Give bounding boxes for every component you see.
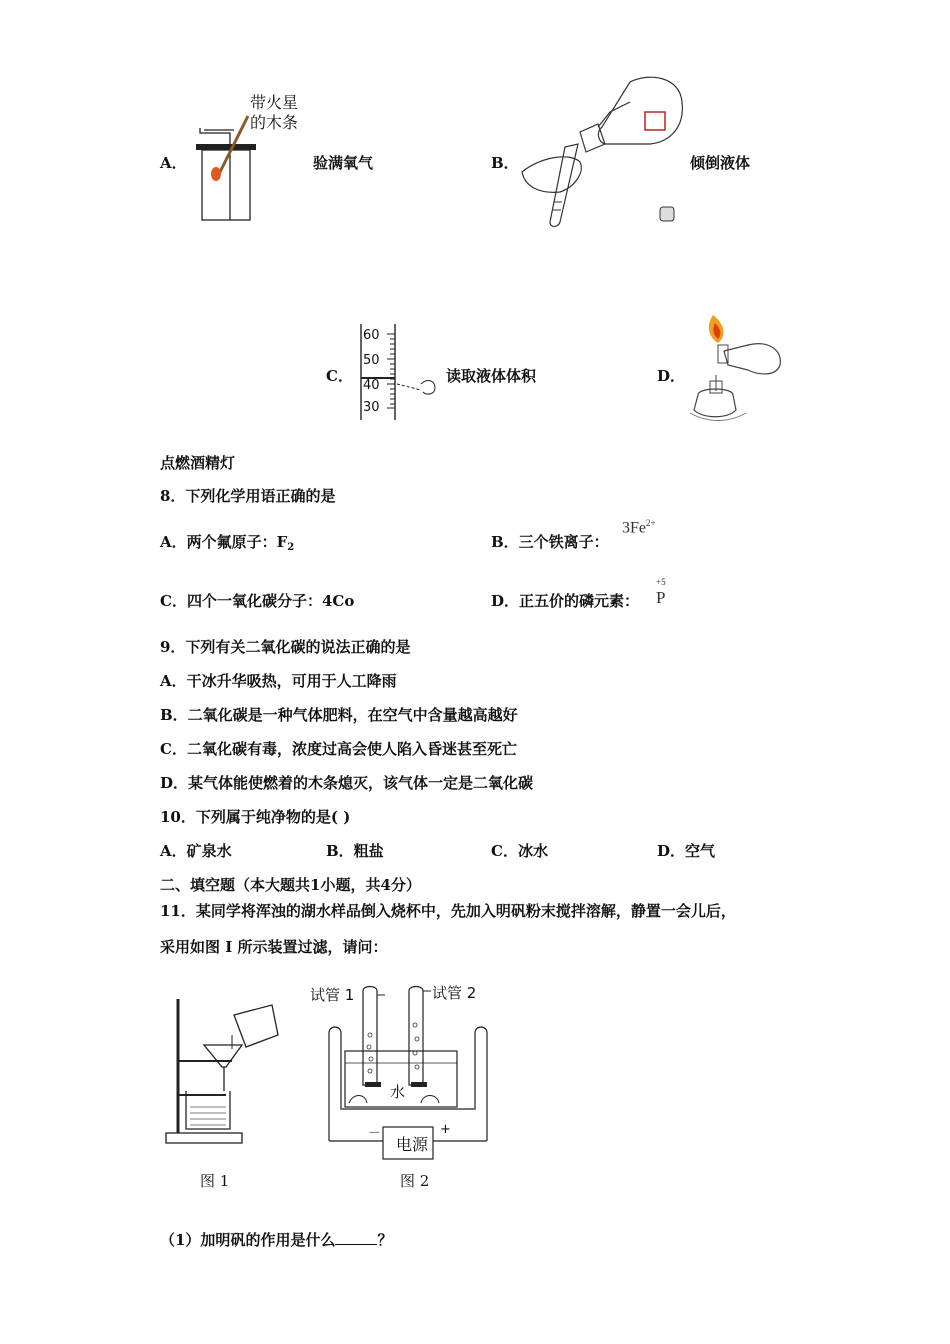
- tube-1-label: 试管 1: [310, 986, 355, 1004]
- option-a-caption: 验满氧气: [313, 154, 374, 172]
- splint-label-line1: 带火星: [250, 93, 299, 112]
- figure-1-caption: 图 1: [200, 1172, 230, 1190]
- minus-terminal: －: [368, 1126, 382, 1141]
- cyl-tick-30: 30: [363, 400, 380, 415]
- power-source-label: 电源: [396, 1135, 429, 1154]
- q11-subquestion-1-text: （1）加明矾的作用是什么: [160, 1231, 336, 1249]
- option-a-label: A．: [160, 154, 187, 172]
- splint-label-line2: 的木条: [250, 113, 299, 132]
- option-b-caption: 倾倒液体: [690, 154, 751, 172]
- option-d-label: D．: [657, 367, 686, 385]
- q11-subquestion-1-suffix: ？: [377, 1231, 393, 1249]
- q9-option-a: A．干冰升华吸热，可用于人工降雨: [160, 672, 397, 690]
- q8-option-a-subscript: 2: [287, 542, 295, 553]
- cyl-tick-40: 40: [363, 378, 380, 393]
- q10-stem: 10．下列属于纯净物的是( ): [160, 808, 351, 826]
- q11-subquestion-1: [160, 1229, 392, 1250]
- q9-option-c: C．二氧化碳有毒，浓度过高会使人陷入昏迷甚至死亡: [160, 740, 517, 758]
- option-b-label: B．: [491, 154, 519, 172]
- q8-option-d: D．正五价的磷元素：: [491, 592, 640, 610]
- q9-option-b: B．二氧化碳是一种气体肥料，在空气中含量越高越好: [160, 706, 518, 724]
- cyl-tick-50: 50: [363, 353, 380, 368]
- q9-stem: 9．下列有关二氧化碳的说法正确的是: [160, 638, 411, 656]
- q8-option-a-text: A．两个氟原子：F: [160, 533, 288, 551]
- option-d-caption: 点燃酒精灯: [160, 454, 236, 472]
- plus-terminal: +: [440, 1122, 451, 1137]
- q8-p-symbol: P: [656, 588, 666, 607]
- q8-fe-charge: 2+: [646, 518, 656, 528]
- q10-option-d: D．空气: [657, 842, 716, 860]
- q9-option-d: D．某气体能使燃着的木条熄灭，该气体一定是二氧化碳: [160, 774, 534, 792]
- q10-option-c: C．冰水: [491, 842, 548, 860]
- option-c-label: C．: [326, 367, 353, 385]
- alcohol-lamp-figure: [688, 315, 788, 425]
- option-c-caption: 读取液体体积: [446, 367, 537, 385]
- q8-option-c: C．四个一氧化碳分子：4Co: [160, 592, 355, 610]
- pour-liquid-figure: [520, 72, 690, 232]
- answer-blank[interactable]: [335, 1232, 377, 1245]
- q10-option-a: A．矿泉水: [160, 842, 232, 860]
- section-2-title: 二、填空题（本大题共1小题，共4分）: [160, 876, 421, 894]
- q8-option-b: B．三个铁离子：: [491, 533, 609, 551]
- tube-2-label: 试管 2: [432, 984, 477, 1002]
- q8-fe-formula-text: 3Fe: [622, 519, 646, 537]
- figure-2-caption: 图 2: [400, 1172, 430, 1190]
- q11-line-2: 采用如图 I 所示装置过滤，请问：: [160, 938, 388, 956]
- cyl-tick-60: 60: [363, 328, 380, 343]
- q8-option-a: [160, 531, 294, 553]
- q8-p-valence: +5: [656, 577, 666, 587]
- splint-label: [250, 93, 298, 133]
- q10-option-b: B．粗盐: [326, 842, 384, 860]
- q8-stem: 8．下列化学用语正确的是: [160, 487, 336, 505]
- filtration-figure: [160, 995, 290, 1150]
- q8-fe-formula: [622, 518, 656, 537]
- water-label: 水: [390, 1083, 406, 1101]
- q11-line-1: 11．某同学将浑浊的湖水样品倒入烧杯中，先加入明矾粉末搅拌溶解，静置一会儿后，: [160, 902, 736, 920]
